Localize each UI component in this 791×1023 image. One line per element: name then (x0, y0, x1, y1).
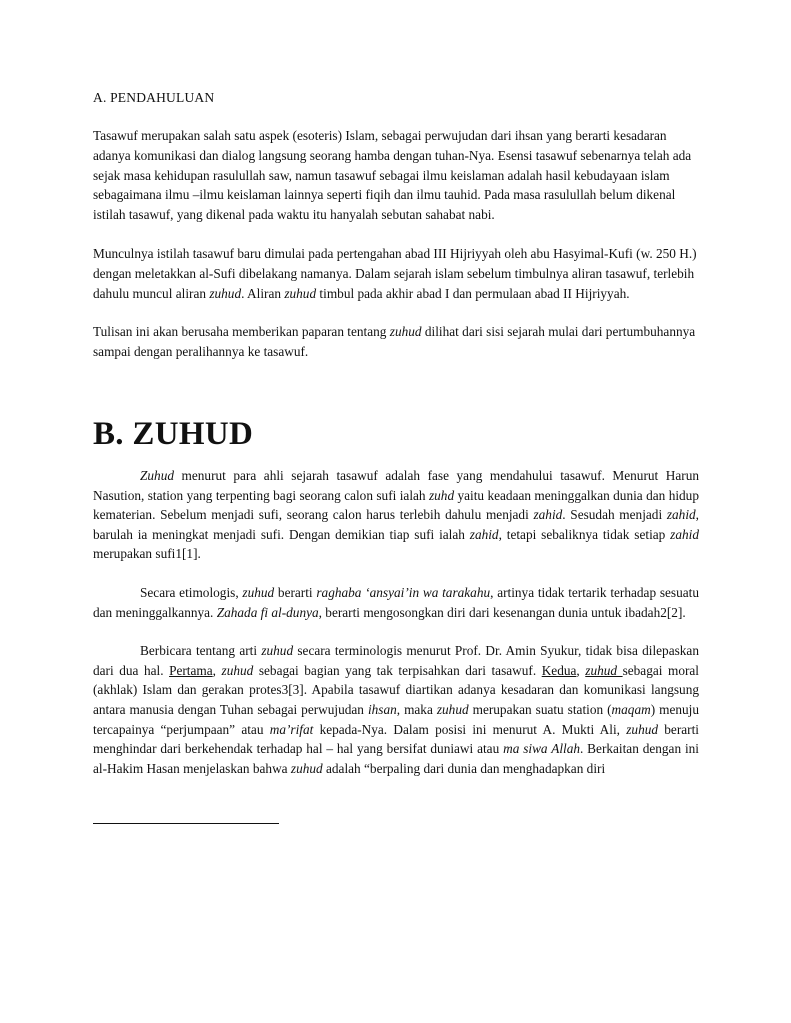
footnote-separator (93, 823, 279, 824)
section-a-heading: A. PENDAHULUAN (93, 90, 215, 105)
section-b-paragraph-1: Zuhud menurut para ahli sejarah tasawuf adalah fase yang mendahului tasawuf. Menurut Harun Nasution, station yang terpenting bagi seorang calon sufi ialah zuhd yaitu keadaan meninggalkan dunia dan hidup kematerian. Sebelum menjadi sufi, seorang calon harus terlebih dahulu menjadi zahid. Sesudah menjadi zahid, barulah ia meningkat menjadi sufi. Dengan demikian tiap sufi ialah zahid, tetapi sebaliknya tidak setiap zahid merupakan sufi1[1]. (93, 467, 699, 562)
section-a-paragraph-3: Tulisan ini akan berusaha memberikan paparan tentang zuhud dilihat dari sisi sejarah mulai dari pertumbuhannya sampai dengan peralihannya ke tasawuf. (93, 324, 696, 360)
section-b-paragraph-2: Secara etimologis, zuhud berarti raghaba ‘ansyai’in wa tarakahu, artinya tidak tertarik terhadap sesuatu dan meninggalkannya. Zahada fi al-dunya, berarti mengosongkan diri dari kesenangan dunia untuk ibadah2[2]. (93, 584, 699, 620)
section-b-heading: B. ZUHUD (93, 415, 254, 452)
section-a-paragraph-1: Tasawuf merupakan salah satu aspek (esoteris) Islam, sebagai perwujudan dari ihsan yang berarti kesadaran adanya komunikasi dan dialog langsung seorang hamba dengan tuhan-Nya. Esensi tasawuf sebenarnya telah ada sejak masa kehidupan rasulullah saw, namun tasawuf sebagai ilmu keislaman adalah hasil kebudayaan islam sebagaimana ilmu –ilmu keislaman lainnya seperti fiqih dan ilmu tauhid. Pada masa rasulullah belum dikenal istilah tasawuf, yang dikenal pada waktu itu hanyalah sebutan sahabat nabi. (93, 128, 692, 223)
section-b-paragraph-3: Berbicara tentang arti zuhud secara terminologis menurut Prof. Dr. Amin Syukur, tidak bisa dilepaskan dari dua hal. Pertama, zuhud sebagai bagian yang tak terpisahkan dari tasawuf. Kedua, zuhud sebagai moral (akhlak) Islam dan gerakan protes3[3]. Apabila tasawuf diartikan adanya kesadaran dan komunikasi langsung antara manusia dengan Tuhan sebagai perwujudan ihsan, maka zuhud merupakan suatu station (maqam) menuju tercapainya “perjumpaan” atau ma’rifat kepada-Nya. Dalam posisi ini menurut A. Mukti Ali, zuhud berarti menghindar dari berkehendak terhadap hal – hal yang bersifat duniawi atau ma siwa Allah. Berkaitan dengan ini al-Hakim Hasan menjelaskan bahwa zuhud adalah “berpaling dari dunia dan menghadapkan diri (93, 643, 700, 776)
section-a-paragraph-2: Munculnya istilah tasawuf baru dimulai pada pertengahan abad III Hijriyyah oleh abu Hasyimal-Kufi (w. 250 H.) dengan meletakkan al-Sufi dibelakang namanya. Dalam sejarah islam sebelum timbulnya aliran tasawuf, terlebih dahulu muncul aliran zuhud. Aliran zuhud timbul pada akhir abad I dan permulaan abad II Hijriyyah. (93, 245, 697, 301)
document-page (93, 88, 699, 797)
